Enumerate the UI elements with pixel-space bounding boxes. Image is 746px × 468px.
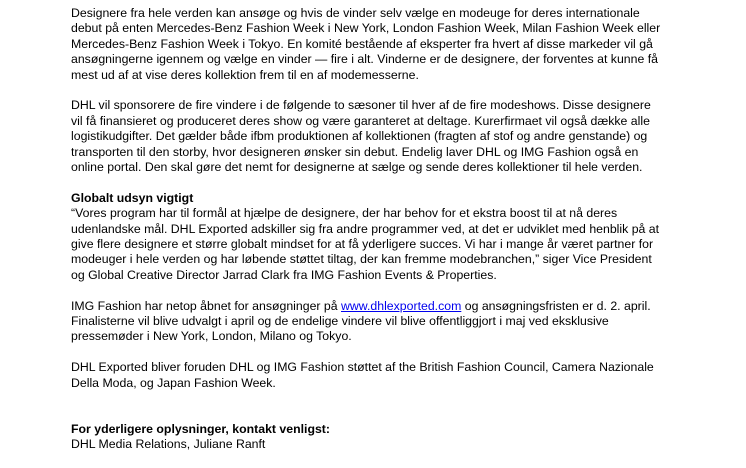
text-segment: og ansøgningsfristen er d. 2. april. [461, 298, 651, 313]
website-link[interactable]: www.dhlexported.com [341, 298, 462, 313]
text-line: Mercedes-Benz Fashion Week i Tokyo. En komité bestående af eksperter fra hvert af disse markeder vil gå [71, 36, 653, 51]
text-line: give flere designere et større globalt mindset for at få yderligere succes. Vi har i mange år været partner for [71, 237, 654, 252]
text-line: online portal. Den skal gøre det nemt for designerne at sælge og sende deres kollektioner til hele verden. [71, 160, 643, 175]
text-line: og Global Creative Director Jarrad Clark fra IMG Fashion Events & Properties. [71, 267, 497, 282]
text-line: mest ud af at vise deres kollektion frem til en af modemesserne. [71, 67, 419, 82]
section-heading: Globalt udsyn vigtigt [71, 190, 194, 205]
paragraph-sponsorship [71, 98, 721, 175]
text-line: modeuger i hele verden og har løbende støttet tiltag, der kan fremme modebranchen,” siger Vice President [71, 252, 652, 267]
text-line: ansøgningerne igennem og vælge en vinder — fire i alt. Vinderne er de designere, der forventes at kunne få [71, 52, 658, 67]
blank-line [71, 406, 721, 421]
text-line: Della Moda, og Japan Fashion Week. [71, 375, 276, 390]
text-line: Designere fra hele verden kan ansøge og hvis de vinder selv vælge en modeuge for deres internationale [71, 6, 640, 20]
paragraph-quote [71, 191, 721, 283]
paragraph-intro [71, 6, 721, 83]
text-line: debut på enten Mercedes-Benz Fashion Week i New York, London Fashion Week, Milan Fashion Week eller [71, 21, 661, 36]
text-segment: IMG Fashion har netop åbnet for ansøgninger på [71, 298, 342, 313]
text-line: Finalisterne vil blive udvalgt i april og de endelige vindere vil blive offentliggjort i maj ved eksklusive [71, 314, 609, 329]
text-line: vil få finansieret og produceret deres show og være garanteret at deltage. Kurerfirmaet vil også dække alle [71, 113, 650, 128]
text-line: pressemøder i New York, London, Milano og Tokyo. [71, 329, 352, 344]
contact-heading: For yderligere oplysninger, kontakt venligst: [71, 421, 330, 436]
text-line: DHL Exported bliver foruden DHL og IMG Fashion støttet af the British Fashion Council, Camera Nazionale [71, 360, 654, 375]
text-line: DHL vil sponsorere de fire vindere i de følgende to sæsoner til hver af de fire modeshows. Disse designere [71, 98, 651, 113]
text-line-with-link [71, 299, 721, 314]
paragraph-supporters [71, 360, 721, 391]
text-line: “Vores program har til formål at hjælpe de designere, der har behov for et ekstra boost til at nå deres [71, 206, 618, 221]
contact-line: DHL Media Relations, Juliane Ranft [71, 437, 266, 452]
document-body [71, 6, 721, 468]
paragraph-contact [71, 422, 721, 453]
text-line: transporten til den storby, hvor designeren ønsker sin debut. Endelig laver DHL og IMG Fashion også en [71, 144, 639, 159]
text-line: udenlandske mål. DHL Exported adskiller sig fra andre programmer ved, at det er udviklet med henblik på at [71, 221, 660, 236]
paragraph-application [71, 299, 721, 345]
text-line: logistikudgifter. Det gælder både ifbm produktionen af kollektionen (fragten af stof og andre genstande) og [71, 129, 648, 144]
